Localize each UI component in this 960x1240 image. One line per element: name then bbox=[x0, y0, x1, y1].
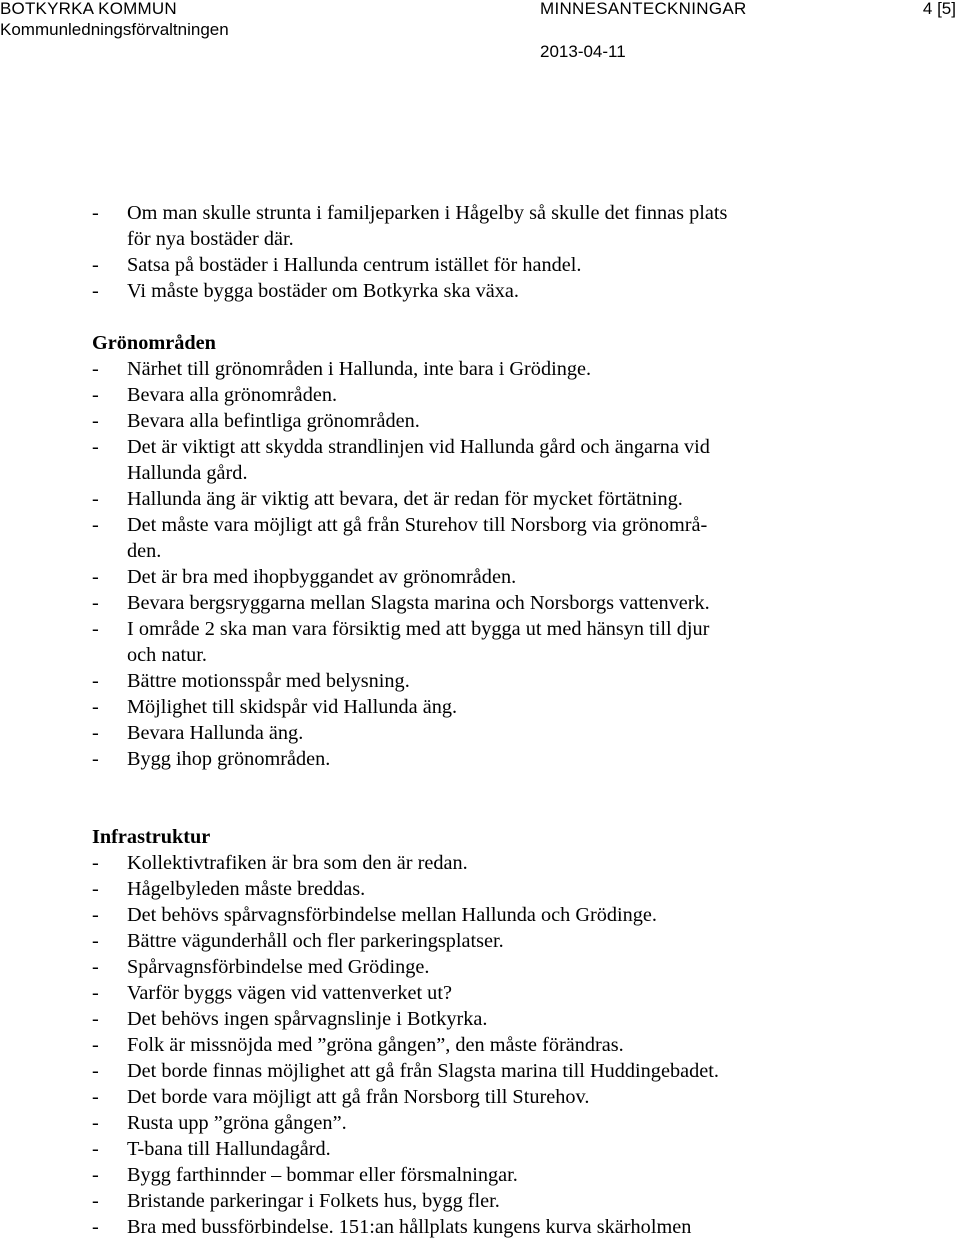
document-body bbox=[0, 200, 960, 1240]
bullet-dash: - bbox=[92, 1086, 99, 1108]
list-item-line: Det borde finnas möjlighet att gå från Slagsta marina till Huddingebadet. bbox=[127, 1060, 719, 1082]
list-item-line: Bevara alla befintliga grönområden. bbox=[127, 410, 420, 432]
list-item-line: Hallunda gård. bbox=[127, 462, 248, 484]
list-item bbox=[0, 746, 960, 772]
bullet-dash: - bbox=[92, 982, 99, 1004]
list-item bbox=[0, 1110, 960, 1136]
list-item bbox=[0, 1084, 960, 1110]
list-item-line: Bättre vägunderhåll och fler parkeringsplatser. bbox=[127, 930, 504, 952]
list-item-line: Varför byggs vägen vid vattenverket ut? bbox=[127, 982, 452, 1004]
list-item-line: Kollektivtrafiken är bra som den är redan. bbox=[127, 852, 468, 874]
list-item bbox=[0, 850, 960, 876]
list-item bbox=[0, 382, 960, 408]
list-item-line: Satsa på bostäder i Hallunda centrum istället för handel. bbox=[127, 254, 582, 276]
bullet-dash: - bbox=[92, 384, 99, 406]
list-item bbox=[0, 1058, 960, 1084]
list-item bbox=[0, 512, 960, 564]
infrastruktur-list bbox=[0, 850, 960, 1240]
list-item bbox=[0, 902, 960, 928]
list-item-line: Det måste vara möjligt att gå från Sturehov till Norsborg via grönområ- bbox=[127, 514, 708, 536]
bullet-dash: - bbox=[92, 956, 99, 978]
list-item-line: Folk är missnöjda med ”gröna gången”, den måste förändras. bbox=[127, 1034, 624, 1056]
list-item-line: Bristande parkeringar i Folkets hus, bygg fler. bbox=[127, 1190, 500, 1212]
list-item bbox=[0, 1214, 960, 1240]
list-item-line: Det är viktigt att skydda strandlinjen vid Hallunda gård och ängarna vid bbox=[127, 436, 710, 458]
bullet-dash: - bbox=[92, 280, 99, 302]
bullet-dash: - bbox=[92, 1164, 99, 1186]
list-item-line: Bygg farthinnder – bommar eller försmalningar. bbox=[127, 1164, 518, 1186]
section-heading-gronomraden: Grönområden bbox=[92, 332, 216, 354]
bullet-dash: - bbox=[92, 592, 99, 614]
list-item bbox=[0, 1162, 960, 1188]
list-item bbox=[0, 564, 960, 590]
list-item-line: Bygg ihop grönområden. bbox=[127, 748, 331, 770]
bullet-dash: - bbox=[92, 1190, 99, 1212]
gronomraden-list bbox=[0, 356, 960, 772]
list-item bbox=[0, 928, 960, 954]
document-type: MINNESANTECKNINGAR bbox=[540, 0, 747, 18]
list-item-line: Bättre motionsspår med belysning. bbox=[127, 670, 410, 692]
list-item bbox=[0, 694, 960, 720]
list-item-line: Bra med bussförbindelse. 151:an hållplats kungens kurva skärholmen bbox=[127, 1216, 692, 1238]
bullet-dash: - bbox=[92, 358, 99, 380]
list-item bbox=[0, 876, 960, 902]
list-item bbox=[0, 616, 960, 668]
bullet-dash: - bbox=[92, 1034, 99, 1056]
bullet-dash: - bbox=[92, 1138, 99, 1160]
list-item bbox=[0, 1032, 960, 1058]
list-item bbox=[0, 1006, 960, 1032]
list-item bbox=[0, 980, 960, 1006]
bullet-dash: - bbox=[92, 930, 99, 952]
bullet-dash: - bbox=[92, 566, 99, 588]
bullet-dash: - bbox=[92, 1060, 99, 1082]
list-item bbox=[0, 200, 960, 252]
bullet-dash: - bbox=[92, 748, 99, 770]
list-item-line: Det behövs spårvagnsförbindelse mellan Hallunda och Grödinge. bbox=[127, 904, 657, 926]
bullet-dash: - bbox=[92, 904, 99, 926]
list-item bbox=[0, 954, 960, 980]
page-number: 4 [5] bbox=[922, 0, 956, 18]
list-item-line: T-bana till Hallundagård. bbox=[127, 1138, 331, 1160]
list-item bbox=[0, 356, 960, 382]
bullet-dash: - bbox=[92, 202, 99, 224]
list-item-line: Det borde vara möjligt att gå från Norsborg till Sturehov. bbox=[127, 1086, 590, 1108]
list-item bbox=[0, 668, 960, 694]
list-item-line: Möjlighet till skidspår vid Hallunda äng. bbox=[127, 696, 458, 718]
section-heading-infrastruktur: Infrastruktur bbox=[92, 826, 211, 848]
bullet-dash: - bbox=[92, 436, 99, 458]
list-item bbox=[0, 278, 960, 304]
bullet-dash: - bbox=[92, 514, 99, 536]
list-item-line: den. bbox=[127, 540, 162, 562]
intro-list bbox=[0, 200, 960, 304]
list-item bbox=[0, 590, 960, 616]
bullet-dash: - bbox=[92, 1216, 99, 1238]
bullet-dash: - bbox=[92, 1112, 99, 1134]
department-name: Kommunledningsförvaltningen bbox=[0, 20, 229, 39]
bullet-dash: - bbox=[92, 878, 99, 900]
list-item-line: Hågelbyleden måste breddas. bbox=[127, 878, 366, 900]
bullet-dash: - bbox=[92, 410, 99, 432]
list-item-line: I område 2 ska man vara försiktig med att bygga ut med hänsyn till djur bbox=[127, 618, 710, 640]
list-item bbox=[0, 408, 960, 434]
document-date: 2013-04-11 bbox=[540, 42, 626, 61]
list-item bbox=[0, 720, 960, 746]
list-item-line: för nya bostäder där. bbox=[127, 228, 294, 250]
list-item-line: Bevara bergsryggarna mellan Slagsta marina och Norsborgs vattenverk. bbox=[127, 592, 710, 614]
list-item bbox=[0, 1136, 960, 1162]
list-item-line: Bevara alla grönområden. bbox=[127, 384, 338, 406]
list-item-line: Närhet till grönområden i Hallunda, inte bara i Grödinge. bbox=[127, 358, 592, 380]
list-item-line: Vi måste bygga bostäder om Botkyrka ska växa. bbox=[127, 280, 519, 302]
list-item-line: Det är bra med ihopbyggandet av grönområden. bbox=[127, 566, 517, 588]
bullet-dash: - bbox=[92, 618, 99, 640]
organization-name: BOTKYRKA KOMMUN bbox=[0, 0, 177, 18]
list-item-line: Det behövs ingen spårvagnslinje i Botkyrka. bbox=[127, 1008, 488, 1030]
bullet-dash: - bbox=[92, 254, 99, 276]
bullet-dash: - bbox=[92, 722, 99, 744]
bullet-dash: - bbox=[92, 488, 99, 510]
page-header bbox=[0, 0, 960, 70]
bullet-dash: - bbox=[92, 1008, 99, 1030]
list-item bbox=[0, 252, 960, 278]
list-item-line: Rusta upp ”gröna gången”. bbox=[127, 1112, 347, 1134]
list-item bbox=[0, 434, 960, 486]
bullet-dash: - bbox=[92, 670, 99, 692]
bullet-dash: - bbox=[92, 696, 99, 718]
list-item-line: Spårvagnsförbindelse med Grödinge. bbox=[127, 956, 430, 978]
list-item bbox=[0, 486, 960, 512]
list-item-line: Om man skulle strunta i familjeparken i Hågelby så skulle det finnas plats bbox=[127, 202, 728, 224]
bullet-dash: - bbox=[92, 852, 99, 874]
list-item-line: Bevara Hallunda äng. bbox=[127, 722, 304, 744]
list-item-line: Hallunda äng är viktig att bevara, det är redan för mycket förtätning. bbox=[127, 488, 683, 510]
list-item bbox=[0, 1188, 960, 1214]
list-item-line: och natur. bbox=[127, 644, 207, 666]
